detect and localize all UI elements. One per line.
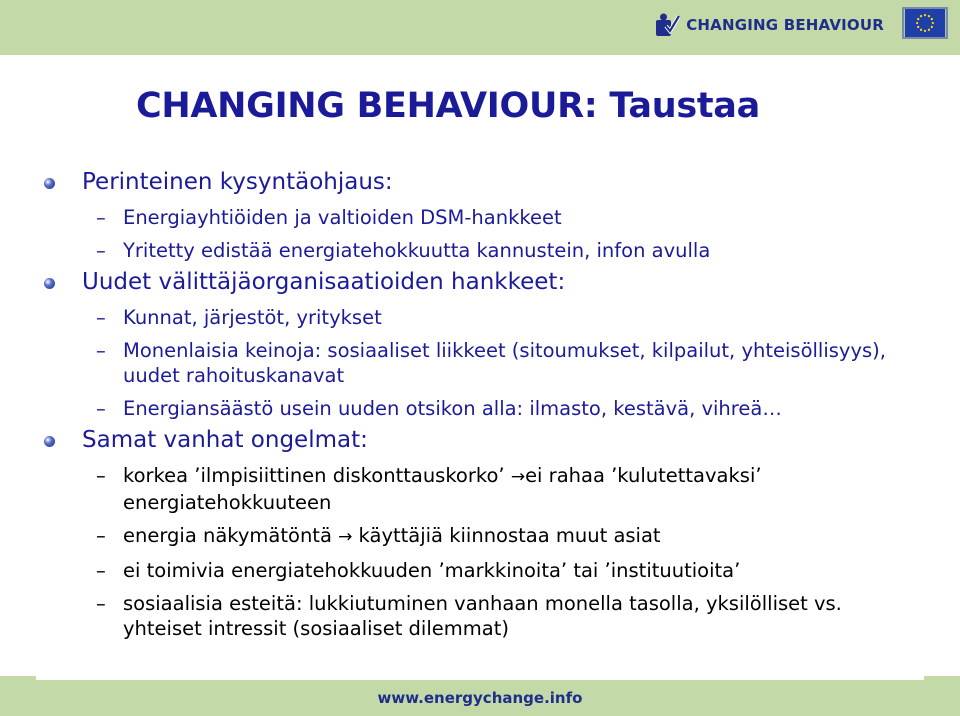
sub-bullet-item [44, 396, 924, 421]
dash-marker: – [96, 339, 106, 362]
eu-star-icon [917, 18, 919, 20]
footer-url: www.energychange.info [377, 689, 583, 707]
arrow-right-icon: → [510, 467, 526, 487]
sub-bullet-text: ei rahaa ’kulutettavaksi’ energiatehokkuuteen [123, 464, 762, 514]
footer-band-divider [36, 676, 924, 680]
bullet-heading-text: Uudet välittäjäorganisaatioiden hankkeet: [82, 269, 566, 295]
sub-bullet-text: sosiaalisia esteitä: lukkiutuminen vanhaan monella tasolla, yksilölliset vs. yhteiset intressit (sosiaaliset dilemmat) [123, 592, 842, 640]
eu-star-icon [928, 29, 930, 31]
sub-bullet-item [44, 591, 924, 641]
bullet-icon [44, 278, 55, 289]
bullet-heading [44, 267, 924, 297]
eu-star-icon [928, 15, 930, 17]
sub-bullet-text: ei toimivia energiatehokkuuden ’markkinoita’ tai ’instituutioita’ [123, 559, 741, 582]
person-checkmark-icon [654, 12, 680, 38]
sub-bullet-text: Monenlaisia keinoja: sosiaaliset liikkeet (sitoumukset, kilpailut, yhteisöllisyys), uudet rahoituskanavat [123, 339, 886, 387]
dash-marker: – [96, 524, 106, 547]
dash-marker: – [96, 464, 106, 487]
sub-bullet-item [44, 523, 924, 550]
eu-star-icon [924, 14, 926, 16]
bullet-icon [44, 436, 55, 447]
bullet-heading-text: Samat vanhat ongelmat: [82, 427, 368, 453]
sub-bullet-text: Yritetty edistää energiatehokkuutta kannustein, infon avulla [123, 239, 711, 262]
eu-star-icon [932, 22, 934, 24]
sub-bullet-text: Energiansäästö usein uuden otsikon alla: ilmasto, kestävä, vihreä… [123, 397, 782, 420]
eu-star-icon [920, 15, 922, 17]
logo-text: CHANGING BEHAVIOUR [686, 16, 884, 34]
sub-bullet-text: korkea ’ilmpisiittinen diskonttauskorko’ [123, 464, 511, 487]
arrow-right-icon: → [338, 527, 353, 547]
sub-bullet-text: Energiayhtiöiden ja valtioiden DSM-hankkeet [123, 206, 562, 229]
sub-bullet-text: Kunnat, järjestöt, yritykset [123, 306, 382, 329]
sub-bullet-text: käyttäjiä kiinnostaa muut asiat [352, 524, 661, 547]
sub-bullet-item [44, 558, 924, 583]
dash-marker: – [96, 397, 106, 420]
eu-star-icon [931, 26, 933, 28]
bullet-heading [44, 425, 924, 455]
slide-body [44, 163, 924, 641]
eu-star-icon [931, 18, 933, 20]
bullet-heading [44, 167, 924, 197]
sub-bullet-item [44, 205, 924, 230]
sub-bullet-item [44, 238, 924, 263]
sub-bullet-item [44, 305, 924, 330]
eu-star-icon [920, 29, 922, 31]
eu-flag-icon [902, 7, 948, 39]
dash-marker: – [96, 239, 106, 262]
dash-marker: – [96, 306, 106, 329]
eu-star-icon [924, 30, 926, 32]
sub-bullet-text: energia näkymätöntä [123, 524, 339, 547]
sub-bullet-item [44, 463, 924, 515]
bullet-icon [44, 178, 55, 189]
eu-star-icon [916, 22, 918, 24]
slide-title: CHANGING BEHAVIOUR: Taustaa [136, 86, 760, 126]
changing-behaviour-logo [654, 10, 884, 40]
eu-star-icon [917, 26, 919, 28]
bullet-heading-text: Perinteinen kysyntäohjaus: [82, 169, 393, 195]
dash-marker: – [96, 592, 106, 615]
dash-marker: – [96, 559, 106, 582]
sub-bullet-item [44, 338, 924, 388]
dash-marker: – [96, 206, 106, 229]
